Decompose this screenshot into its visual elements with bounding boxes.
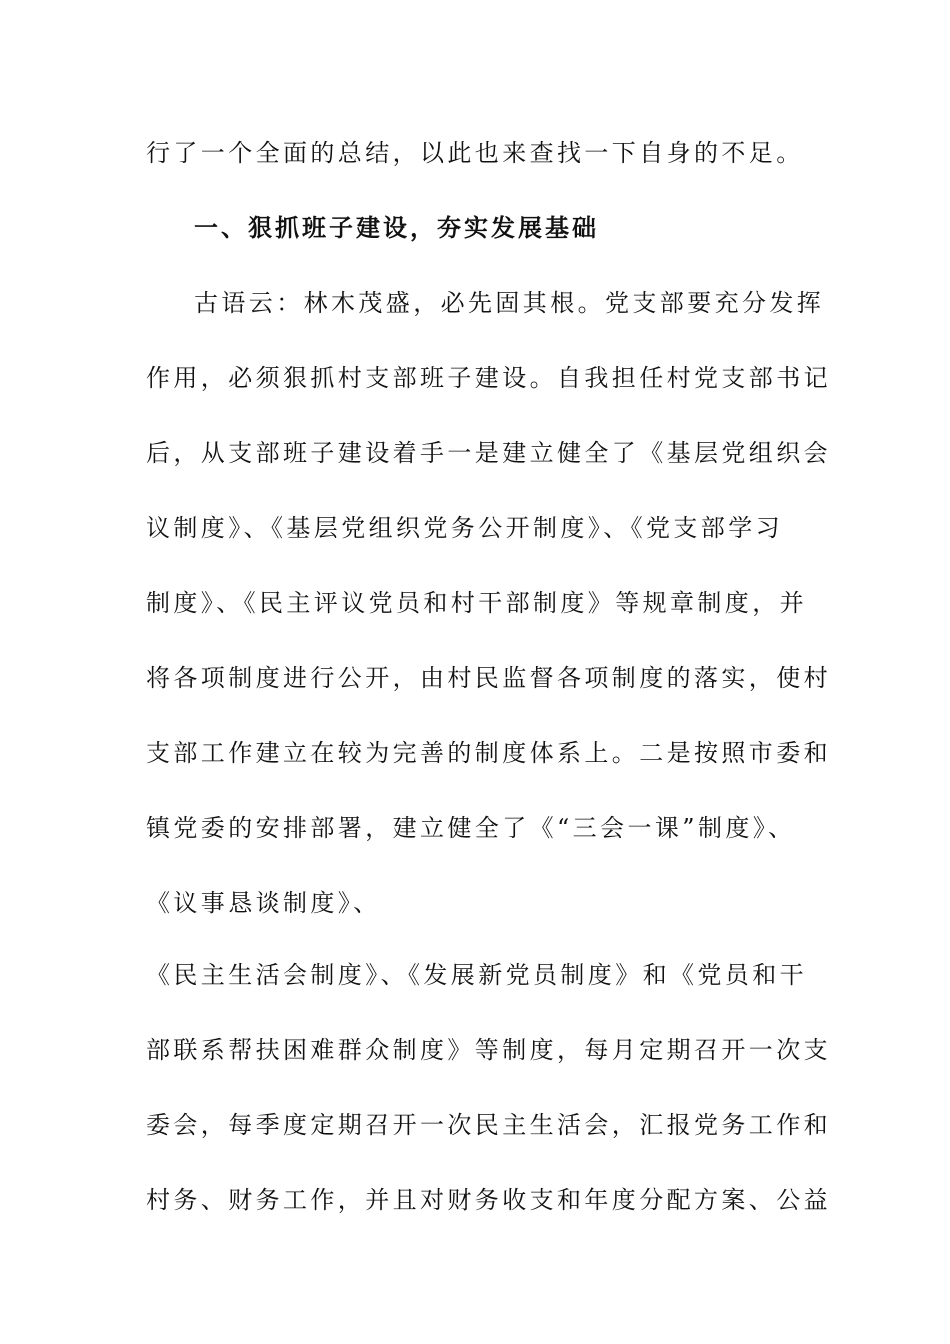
body-text-line: 将各项制度进行公开，由村民监督各项制度的落实，使村 — [146, 664, 831, 692]
body-text-line: 村务、财务工作，并且对财务收支和年度分配方案、公益 — [146, 1186, 831, 1214]
body-text-line: 作用，必须狠抓村支部班子建设。自我担任村党支部书记 — [146, 364, 831, 392]
body-text-line: 镇党委的安排部署，建立健全了《“三会一课”制度》、 — [146, 814, 796, 842]
body-text-line: 制度》、《民主评议党员和村干部制度》等规章制度，并 — [146, 589, 807, 617]
body-text-line: 委会，每季度定期召开一次民主生活会，汇报党务工作和 — [146, 1111, 831, 1139]
body-text-line: 《议事恳谈制度》、 — [146, 889, 381, 917]
body-text-line: 支部工作建立在较为完善的制度体系上。二是按照市委和 — [146, 739, 831, 767]
body-text-line: 行了一个全面的总结，以此也来查找一下自身的不足。 — [146, 139, 804, 167]
body-text-line: 议制度》、《基层党组织党务公开制度》、《党支部学习 — [146, 514, 783, 542]
body-text-line: 古语云：林木茂盛，必先固其根。党支部要充分发挥 — [194, 289, 825, 317]
body-text-line: 后，从支部班子建设着手一是建立健全了《基层党组织会 — [146, 439, 831, 467]
body-text-line: 《民主生活会制度》、《发展新党员制度》和《党员和干 — [146, 961, 807, 989]
body-text-line: 部联系帮扶困难群众制度》等制度，每月定期召开一次支 — [146, 1036, 831, 1064]
section-heading: 一、狠抓班子建设，夯实发展基础 — [194, 214, 599, 242]
